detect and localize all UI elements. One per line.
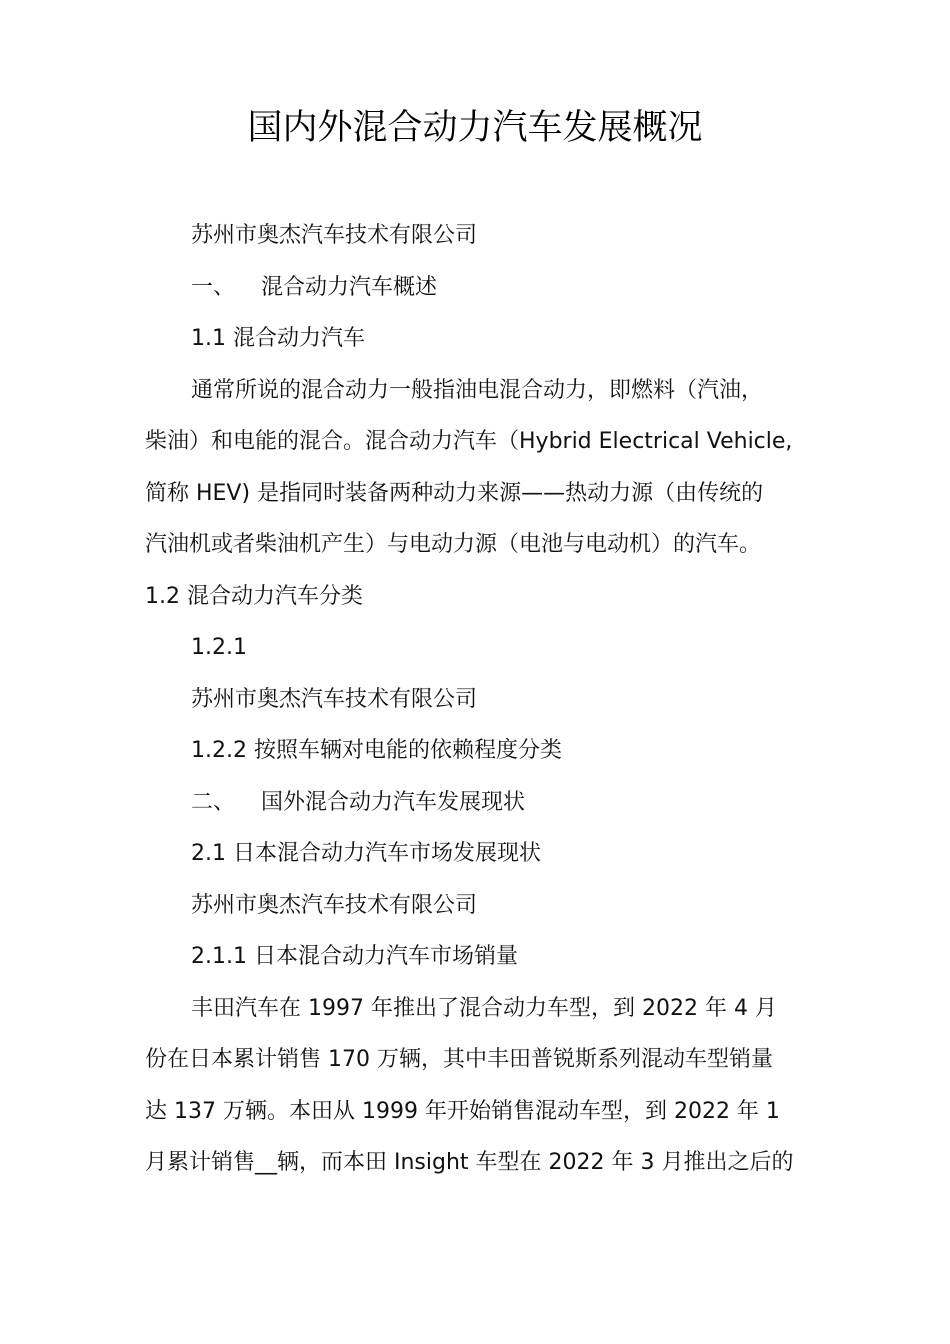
subsection-heading-1-2-2: 1.2.2 按照车辆对电能的依赖程度分类 <box>191 738 562 763</box>
paragraph-line: 简称 HEV) 是指同时装备两种动力来源——热动力源（由传统的 <box>145 480 764 506</box>
section-heading-2 <box>145 777 809 829</box>
paragraph-line: 丰田汽车在 1997 年推出了混合动力车型，到 2022 年 4 月 <box>191 995 777 1021</box>
section-title: 混合动力汽车概述 <box>261 274 438 300</box>
subsection-heading-1-2-1: 1.2.1 <box>191 635 247 660</box>
paragraph-line: 月累计销售__辆，而本田 Insight 车型在 2022 年 3 月推出之后的 <box>145 1150 794 1175</box>
subsection-heading-1-1: 1.1 混合动力汽车 <box>191 326 365 351</box>
subsection-heading-2-1-1: 2.1.1 日本混合动力汽车市场销量 <box>191 944 518 969</box>
company-name-line: 苏州市奥杰汽车技术有限公司 <box>191 892 478 918</box>
section-number: 一、 <box>191 274 236 300</box>
company-name-line: 苏州市奥杰汽车技术有限公司 <box>191 686 478 712</box>
section-number: 二、 <box>191 789 236 815</box>
paragraph-line: 汽油机或者柴油机产生）与电动力源（电池与电动机）的汽车。 <box>145 532 762 557</box>
paragraph-line: 达 137 万辆。本田从 1999 年开始销售混动车型，到 2022 年 1 <box>145 1098 780 1124</box>
paragraph-line: 柴油）和电能的混合。混合动力汽车（Hybrid Electrical Vehicle, <box>145 429 793 454</box>
company-name-line: 苏州市奥杰汽车技术有限公司 <box>191 223 478 248</box>
document-title: 国内外混合动力汽车发展概况 <box>247 108 703 148</box>
document-body <box>145 210 809 1189</box>
paragraph-line: 通常所说的混合动力一般指油电混合动力，即燃料（汽油， <box>191 377 764 403</box>
section-title: 国外混合动力汽车发展现状 <box>261 789 526 815</box>
paragraph-line: 份在日本累计销售 170 万辆，其中丰田普锐斯系列混动车型销量 <box>145 1047 773 1072</box>
subsection-heading-1-2: 1.2 混合动力汽车分类 <box>145 583 363 609</box>
section-heading-1 <box>145 262 809 314</box>
subsection-heading-2-1: 2.1 日本混合动力汽车市场发展现状 <box>191 841 541 866</box>
